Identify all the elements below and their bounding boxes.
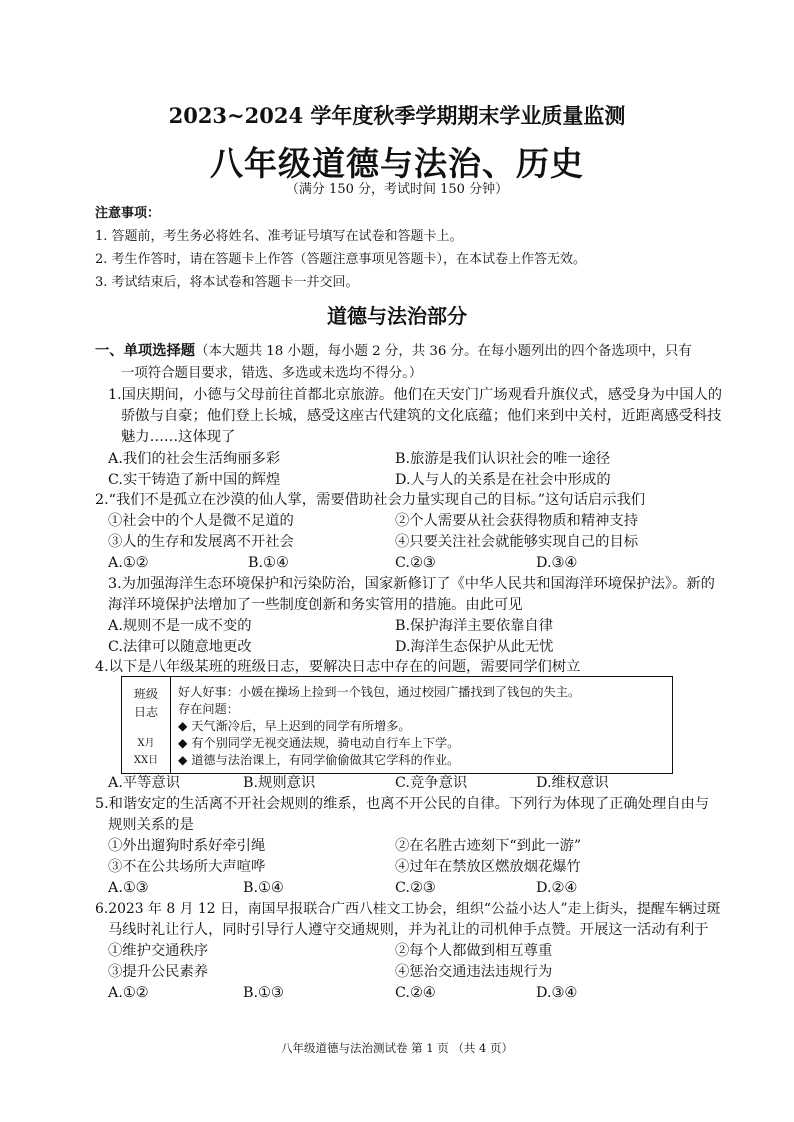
q5-option-c: C.②③ xyxy=(395,880,436,896)
q2-item-3: ③人的生存和发展离不开社会 xyxy=(108,534,294,550)
q6-item-1: ①维护交通秩序 xyxy=(108,943,209,959)
q5-option-b: B.①④ xyxy=(243,880,284,896)
q6-item-4: ④惩治交通违法违规行为 xyxy=(395,964,553,980)
q3-option-d: D.海洋生态保护从此无忧 xyxy=(395,639,554,655)
q6-stem-line1: 6.2023 年 8 月 12 日，南国早报联合广西八桂文工协会，组织“公益小达人”走上街头，提醒车辆过斑 xyxy=(95,901,721,917)
note-item-1: 1. 答题前，考生务必将姓名、准考证号填写在试卷和答题卡上。 xyxy=(95,229,463,244)
q4-option-b: B.规则意识 xyxy=(243,775,316,791)
q3-option-c: C.法律可以随意地更改 xyxy=(108,639,252,655)
note-item-2: 2. 考生作答时，请在答题卡上作答（答题注意事项见答题卡），在本试卷上作答无效。 xyxy=(95,252,587,267)
q1-option-b: B.旅游是我们认识社会的唯一途径 xyxy=(395,451,611,467)
q1-option-d: D.人与人的关系是在社会中形成的 xyxy=(395,472,611,488)
q2-option-c: C.②③ xyxy=(395,555,436,571)
q3-option-a: A.规则不是一成不变的 xyxy=(108,618,252,634)
exam-subtitle: （满分 150 分，考试时间 150 分钟） xyxy=(285,182,509,197)
q6-option-b: B.①③ xyxy=(243,985,284,1001)
page-footer: 八年级道德与法治测试卷 第 1 页 （共 4 页） xyxy=(280,1041,514,1055)
q6-item-3: ③提升公民素养 xyxy=(108,964,209,980)
q1-stem-line3: 魅力……这体现了 xyxy=(121,429,236,445)
log-problem-3: ◆ 道德与法治课上，有同学偷偷做其它学科的作业。 xyxy=(178,753,460,767)
log-good-deed: 好人好事：小媛在操场上捡到一个钱包，通过校园广播找到了钱包的失主。 xyxy=(178,685,581,699)
q6-option-c: C.②④ xyxy=(395,985,436,1001)
q6-stem-line2: 马线时礼让行人，同时引导行人遵守交通规则，并为礼让的司机伸手点赞。开展这一活动有利于 xyxy=(108,922,709,938)
q5-item-2: ②在名胜古迹刻下“到此一游” xyxy=(395,838,582,854)
log-date-month: X月 xyxy=(137,738,155,749)
q2-item-2: ②个人需要从社会获得物质和精神支持 xyxy=(395,513,639,529)
q1-stem-line1: 1.国庆期间，小德与父母前往首都北京旅游。他们在天安门广场观看升旗仪式，感受身为中国人的 xyxy=(108,387,723,403)
log-date-day: XX日 xyxy=(133,755,159,766)
q6-option-d: D.③④ xyxy=(536,985,578,1001)
q5-option-a: A.①③ xyxy=(108,880,149,896)
q5-option-d: D.②④ xyxy=(536,880,578,896)
q3-stem-line2: 海洋环境保护法增加了一些制度创新和务实管用的措施。由此可见 xyxy=(108,597,523,613)
class-log-box xyxy=(121,676,673,774)
q5-item-4: ④过年在禁放区燃放烟花爆竹 xyxy=(395,859,581,875)
log-divider xyxy=(170,677,171,773)
q2-option-d: D.③④ xyxy=(536,555,578,571)
part1-desc-line1: （本大题共 18 小题，每小题 2 分，共 36 分。在每小题列出的四个备选项中，只有 xyxy=(195,344,692,359)
q2-stem: 2.“我们不是孤立在沙漠的仙人掌，需要借助社会力量实现自己的目标。”这句话启示我们 xyxy=(95,492,646,508)
q3-option-b: B.保护海洋主要依靠自律 xyxy=(395,618,554,634)
q1-option-c: C.实干铸造了新中国的辉煌 xyxy=(108,472,281,488)
q6-item-2: ②每个人都做到相互尊重 xyxy=(395,943,553,959)
part1-heading: 一、单项选择题 xyxy=(95,343,196,359)
exam-title: 2023~2024 学年度秋季学期期末学业质量监测 xyxy=(168,103,626,128)
log-title-1: 班级 xyxy=(133,687,158,701)
subject-title: 八年级道德与法治、历史 xyxy=(210,144,584,183)
q2-item-4: ④只要关注社会就能够实现自己的目标 xyxy=(395,534,639,550)
q2-item-1: ①社会中的个人是微不足道的 xyxy=(108,513,294,529)
q4-option-a: A.平等意识 xyxy=(108,775,181,791)
q4-option-d: D.维权意识 xyxy=(536,775,609,791)
q5-item-1: ①外出遛狗时系好牵引绳 xyxy=(108,838,266,854)
log-problem-2: ◆ 有个别同学无视交通法规，骑电动自行车上下学。 xyxy=(178,736,460,750)
log-title-2: 日志 xyxy=(133,705,158,719)
part1-desc-line2: 一项符合题目要求，错选、多选或未选均不得分。） xyxy=(121,366,423,381)
log-problems-label: 存在问题： xyxy=(178,702,239,716)
q3-stem-line1: 3.为加强海洋生态环境保护和污染防治，国家新修订了《中华人民共和国海洋环境保护法》。新的 xyxy=(108,576,715,592)
notes-heading: 注意事项： xyxy=(95,206,161,221)
q5-stem-line1: 5.和谐安定的生活离不开社会规则的维系，也离不开公民的自律。下列行为体现了正确处理自由与 xyxy=(95,796,710,812)
q2-option-b: B.①④ xyxy=(248,555,289,571)
q2-option-a: A.①② xyxy=(108,555,149,571)
log-problem-1: ◆ 天气渐冷后，早上迟到的同学有所增多。 xyxy=(178,719,411,733)
q6-option-a: A.①② xyxy=(108,985,149,1001)
note-item-3: 3. 考试结束后，将本试卷和答题卡一并交回。 xyxy=(95,275,359,290)
q4-stem: 4.以下是八年级某班的班级日志，要解决日志中存在的问题，需要同学们树立 xyxy=(95,659,581,675)
q5-item-3: ③不在公共场所大声喧哗 xyxy=(108,859,266,875)
q4-option-c: C.竞争意识 xyxy=(395,775,468,791)
part1-heading-line xyxy=(95,341,692,362)
q1-stem-line2: 骄傲与自豪；他们登上长城，感受这座古代建筑的文化底蕴；他们来到中关村，近距离感受科技 xyxy=(121,408,722,424)
section-title: 道德与法治部分 xyxy=(327,304,467,328)
q5-stem-line2: 规则关系的是 xyxy=(108,817,194,833)
q1-option-a: A.我们的社会生活绚丽多彩 xyxy=(108,451,281,467)
